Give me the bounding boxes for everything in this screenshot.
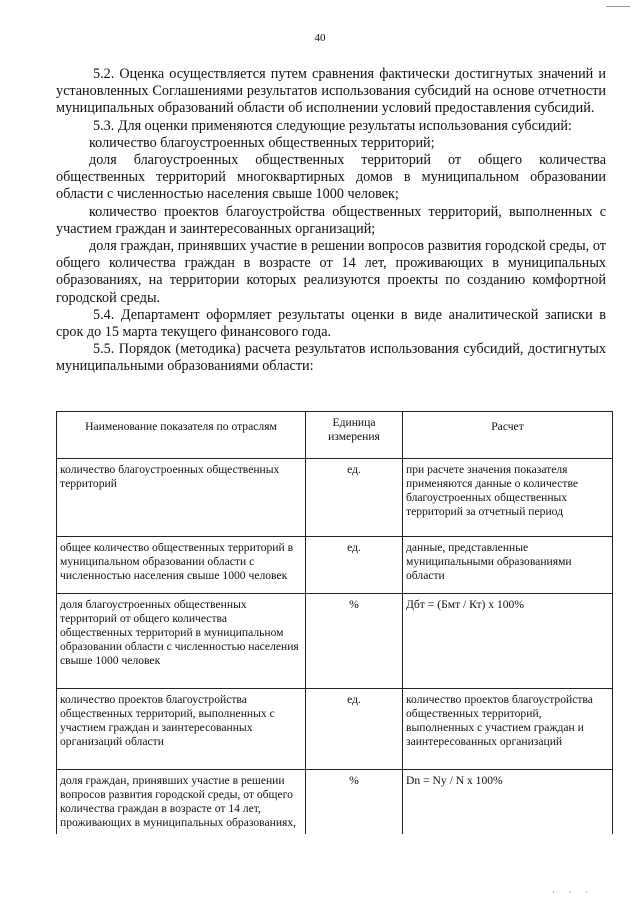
corner-mark	[606, 0, 630, 7]
cell-indicator-name: количество благоустроенных общественных территорий	[57, 459, 306, 537]
body-text	[56, 66, 606, 376]
cell-calculation: Dn = Ny / N х 100%	[403, 770, 613, 835]
list-item-count-territories: количество благоустроенных общественных территорий;	[89, 134, 435, 151]
cell-calculation: Дбт = (Бмт / Кт) х 100%	[403, 594, 613, 689]
cell-calculation: количество проектов благоустройства общественных территорий, выполненных с участием граждан и заинтересованных организаций	[403, 689, 613, 770]
table-row	[57, 537, 613, 594]
header-unit: Единица измерения	[306, 412, 403, 459]
table-row	[57, 770, 613, 835]
paragraph-5-2: 5.2. Оценка осуществляется путем сравнения фактически достигнутых значений и установленных Соглашениями результатов использования субсидий на основе отчетности муниципальных образований области об исполнении условий предоставления субсидий.	[56, 66, 606, 117]
list-item-share-territories: доля благоустроенных общественных территорий от общего количества общественных территорий многоквартирных домов в муниципальном образовании области с численностью населения свыше 1000 человек;	[56, 152, 606, 203]
cell-unit: %	[306, 770, 403, 835]
list-item-count-projects: количество проектов благоустройства общественных территорий, выполненных с участием граждан и заинтересованных организаций;	[56, 203, 606, 237]
cell-indicator-name: доля граждан, принявших участие в решении вопросов развития городской среды, от общего количества граждан в возрасте от 14 лет, проживающих в муниципальных образованиях,	[57, 770, 306, 835]
scan-marks: · · ·	[552, 888, 594, 897]
paragraph-5-5: 5.5. Порядок (методика) расчета результатов использования субсидий, достигнутых муниципальными образованиями области:	[56, 341, 606, 375]
cell-indicator-name: доля благоустроенных общественных территорий от общего количества общественных территорий в муниципальном образовании области с численностью населения свыше 1000 человек	[57, 594, 306, 689]
cell-unit: ед.	[306, 537, 403, 594]
cell-unit: %	[306, 594, 403, 689]
list-item-share-citizens: доля граждан, принявших участие в решении вопросов развития городской среды, от общего количества граждан в возрасте от 14 лет, проживающих в муниципальных образованиях, на территории которых реализуются проекты по созданию комфортной городской среды.	[56, 238, 606, 306]
table-row	[57, 459, 613, 537]
table-row	[57, 689, 613, 770]
page-number: 40	[314, 32, 326, 44]
cell-unit: ед.	[306, 459, 403, 537]
cell-indicator-name: общее количество общественных территорий в муниципальном образовании области с численностью населения свыше 1000 человек	[57, 537, 306, 594]
cell-calculation: данные, представленные муниципальными образованиями области	[403, 537, 613, 594]
cell-indicator-name: количество проектов благоустройства общественных территорий, выполненных с участием граждан и заинтересованных организаций области	[57, 689, 306, 770]
header-indicator-name: Наименование показателя по отраслям	[57, 412, 306, 459]
paragraph-5-3: 5.3. Для оценки применяются следующие результаты использования субсидий:	[93, 117, 572, 134]
paragraph-5-4: 5.4. Департамент оформляет результаты оценки в виде аналитической записки в срок до 15 марта текущего финансового года.	[56, 306, 606, 341]
table-header-row	[57, 412, 613, 459]
header-calculation: Расчет	[403, 412, 613, 459]
cell-calculation: при расчете значения показателя применяются данные о количестве благоустроенных общественных территорий за отчетный период	[403, 459, 613, 537]
cell-unit: ед.	[306, 689, 403, 770]
table-row	[57, 594, 613, 689]
results-table	[56, 411, 613, 834]
